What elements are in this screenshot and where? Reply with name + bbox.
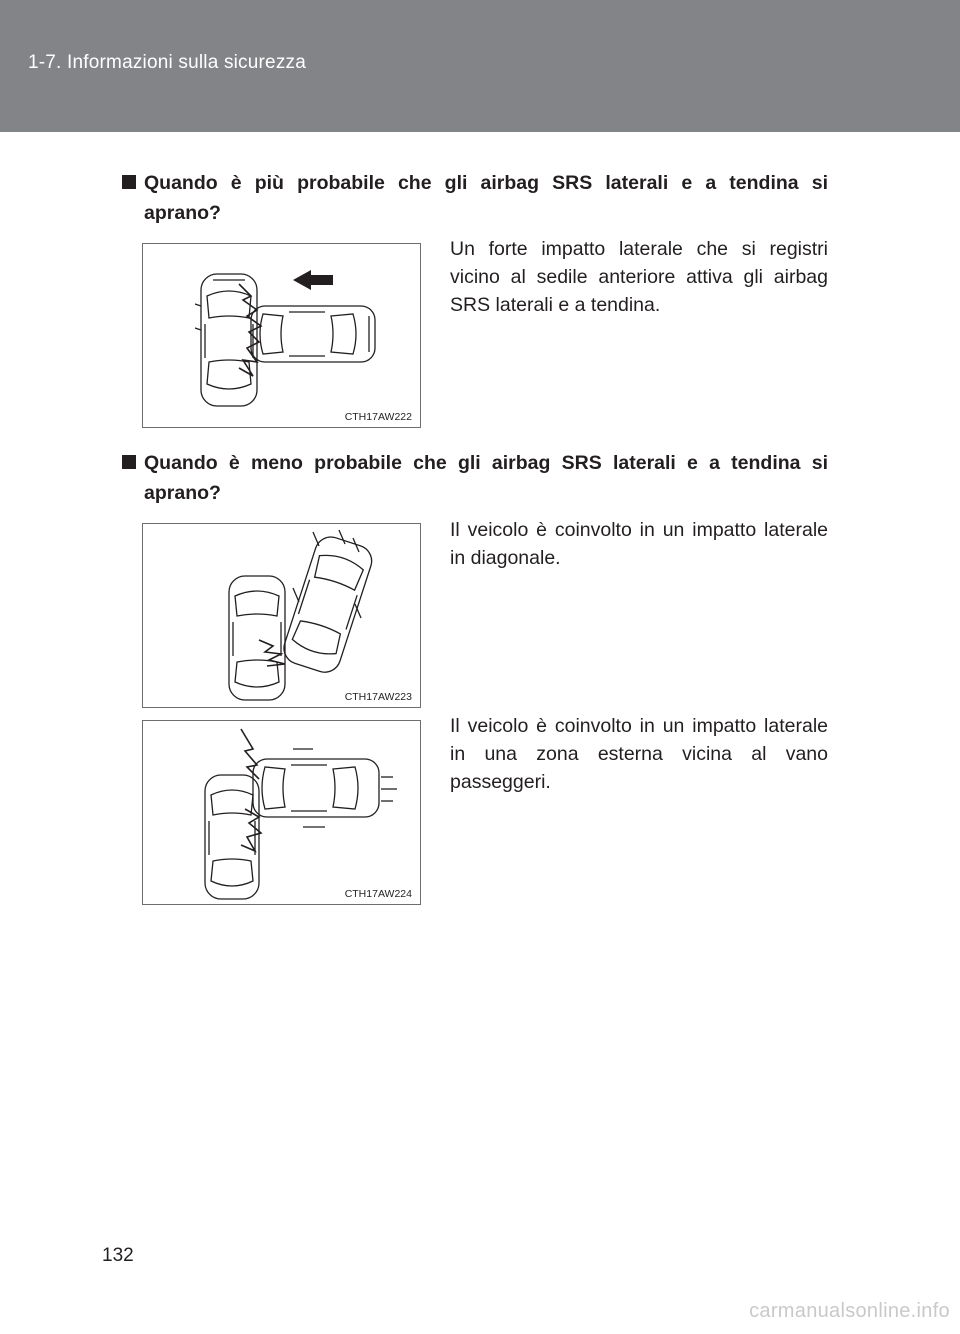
figure-code: CTH17AW224 <box>344 888 412 900</box>
square-bullet-icon <box>122 455 136 469</box>
section-heading-less-likely: Quando è meno probabile che gli airbag SRS laterali e a tendina si aprano? <box>122 448 828 508</box>
illustration-outer-side-impact <box>142 720 421 905</box>
figure-code: CTH17AW222 <box>344 411 412 423</box>
illustration-side-impact-front-seat <box>142 243 421 428</box>
figure-code: CTH17AW223 <box>344 691 412 703</box>
page-number: 132 <box>102 1245 134 1266</box>
figure-description: Il veicolo è coinvolto in un impatto laterale in diagonale. <box>450 519 828 569</box>
car-collision-illustration <box>143 244 420 427</box>
square-bullet-icon <box>122 175 136 189</box>
car-collision-illustration <box>143 721 420 904</box>
watermark: carmanualsonline.info <box>749 1300 950 1322</box>
section-heading-more-likely: Quando è più probabile che gli airbag SRS laterali e a tendina si aprano? <box>122 168 828 228</box>
figure-description: Un forte impatto laterale che si registri vicino al sedile anteriore attiva gli airbag SRS laterali e a tendina. <box>450 238 828 316</box>
car-collision-illustration <box>143 524 420 707</box>
figure-description: Il veicolo è coinvolto in un impatto laterale in una zona esterna vicina al vano passeggeri. <box>450 715 828 793</box>
section-title: 1-7. Informazioni sulla sicurezza <box>28 52 306 73</box>
illustration-diagonal-side-impact <box>142 523 421 708</box>
page-header <box>0 0 960 132</box>
